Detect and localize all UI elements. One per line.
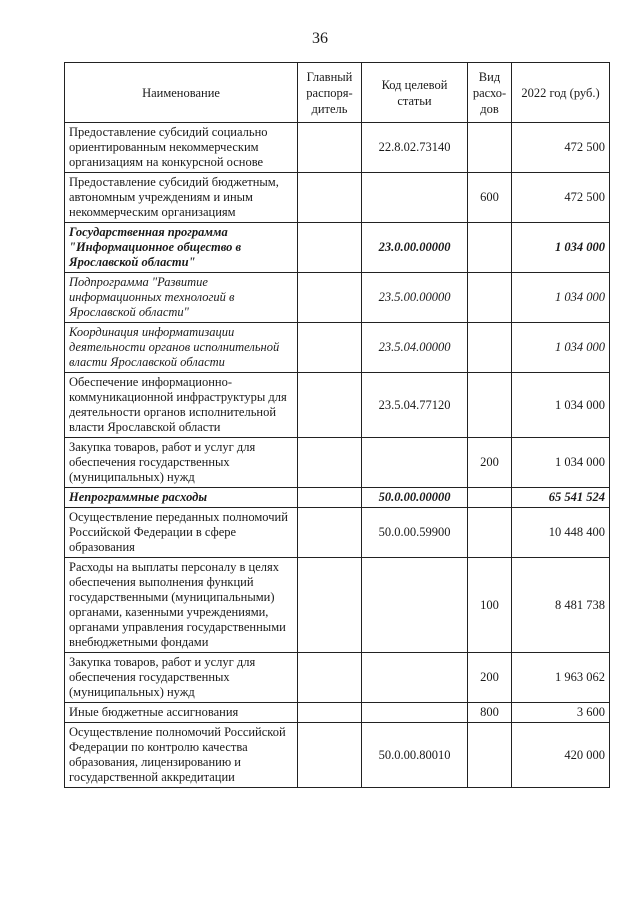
cell-name: Закупка товаров, работ и услуг для обеспечения государственных (муниципальных) нужд xyxy=(65,438,298,488)
cell-amount: 420 000 xyxy=(512,723,610,788)
cell-code xyxy=(362,703,468,723)
table-row xyxy=(65,323,610,373)
cell-name: Подпрограмма "Развитие информационных технологий в Ярославской области" xyxy=(65,273,298,323)
cell-admin xyxy=(298,173,362,223)
table-row xyxy=(65,223,610,273)
cell-amount: 472 500 xyxy=(512,173,610,223)
cell-admin xyxy=(298,323,362,373)
cell-admin xyxy=(298,703,362,723)
table-row xyxy=(65,273,610,323)
cell-kind xyxy=(468,508,512,558)
cell-amount: 472 500 xyxy=(512,123,610,173)
cell-amount: 8 481 738 xyxy=(512,558,610,653)
cell-admin xyxy=(298,558,362,653)
cell-kind: 600 xyxy=(468,173,512,223)
header-admin: Главный распоря-дитель xyxy=(298,63,362,123)
table-row xyxy=(65,123,610,173)
cell-name: Предоставление субсидий бюджетным, автономным учреждениям и иным некоммерческим организациям xyxy=(65,173,298,223)
cell-name: Расходы на выплаты персоналу в целях обеспечения выполнения функций государственными (муниципальными) органами, казенными учреждениями, органами управления государственными внебюджетными фондами xyxy=(65,558,298,653)
table-row xyxy=(65,373,610,438)
cell-kind: 200 xyxy=(468,438,512,488)
header-code: Код целевой статьи xyxy=(362,63,468,123)
cell-kind xyxy=(468,223,512,273)
cell-name: Обеспечение информационно-коммуникационной инфраструктуры для деятельности органов исполнительной власти Ярославской области xyxy=(65,373,298,438)
cell-amount: 10 448 400 xyxy=(512,508,610,558)
cell-code xyxy=(362,438,468,488)
cell-name: Предоставление субсидий социально ориентированным некоммерческим организациям на конкурсной основе xyxy=(65,123,298,173)
cell-code xyxy=(362,653,468,703)
cell-kind xyxy=(468,723,512,788)
cell-kind xyxy=(468,373,512,438)
header-name: Наименование xyxy=(65,63,298,123)
table-row xyxy=(65,173,610,223)
cell-amount: 1 034 000 xyxy=(512,323,610,373)
cell-code: 22.8.02.73140 xyxy=(362,123,468,173)
cell-code: 50.0.00.80010 xyxy=(362,723,468,788)
cell-amount: 3 600 xyxy=(512,703,610,723)
cell-admin xyxy=(298,508,362,558)
cell-kind xyxy=(468,323,512,373)
cell-admin xyxy=(298,723,362,788)
cell-amount: 1 963 062 xyxy=(512,653,610,703)
cell-code xyxy=(362,173,468,223)
table-row xyxy=(65,723,610,788)
table-row xyxy=(65,653,610,703)
cell-admin xyxy=(298,438,362,488)
table-body xyxy=(65,123,610,788)
cell-name: Закупка товаров, работ и услуг для обеспечения государственных (муниципальных) нужд xyxy=(65,653,298,703)
cell-admin xyxy=(298,488,362,508)
cell-admin xyxy=(298,223,362,273)
cell-kind: 200 xyxy=(468,653,512,703)
cell-kind xyxy=(468,488,512,508)
table-row xyxy=(65,488,610,508)
cell-amount: 1 034 000 xyxy=(512,223,610,273)
cell-name: Государственная программа "Информационное общество в Ярославской области" xyxy=(65,223,298,273)
cell-name: Координация информатизации деятельности органов исполнительной власти Ярославской области xyxy=(65,323,298,373)
cell-kind: 800 xyxy=(468,703,512,723)
header-kind: Вид расхо-дов xyxy=(468,63,512,123)
table-row xyxy=(65,438,610,488)
cell-code: 23.5.00.00000 xyxy=(362,273,468,323)
cell-kind xyxy=(468,273,512,323)
cell-admin xyxy=(298,653,362,703)
cell-amount: 65 541 524 xyxy=(512,488,610,508)
cell-name: Непрограммные расходы xyxy=(65,488,298,508)
cell-kind xyxy=(468,123,512,173)
cell-code xyxy=(362,558,468,653)
cell-admin xyxy=(298,123,362,173)
cell-name: Осуществление переданных полномочий Российской Федерации в сфере образования xyxy=(65,508,298,558)
cell-amount: 1 034 000 xyxy=(512,273,610,323)
cell-code: 23.5.04.77120 xyxy=(362,373,468,438)
cell-kind: 100 xyxy=(468,558,512,653)
page-number: 36 xyxy=(312,30,328,47)
cell-amount: 1 034 000 xyxy=(512,373,610,438)
cell-code: 50.0.00.59900 xyxy=(362,508,468,558)
table-row xyxy=(65,703,610,723)
cell-code: 23.0.00.00000 xyxy=(362,223,468,273)
cell-code: 23.5.04.00000 xyxy=(362,323,468,373)
cell-admin xyxy=(298,373,362,438)
budget-table xyxy=(64,62,610,788)
cell-name: Осуществление полномочий Российской Федерации по контролю качества образования, лицензированию и государственной аккредитации xyxy=(65,723,298,788)
header-row xyxy=(65,63,610,123)
table-row xyxy=(65,508,610,558)
cell-admin xyxy=(298,273,362,323)
cell-name: Иные бюджетные ассигнования xyxy=(65,703,298,723)
header-amount: 2022 год (руб.) xyxy=(512,63,610,123)
table-row xyxy=(65,558,610,653)
cell-amount: 1 034 000 xyxy=(512,438,610,488)
cell-code: 50.0.00.00000 xyxy=(362,488,468,508)
